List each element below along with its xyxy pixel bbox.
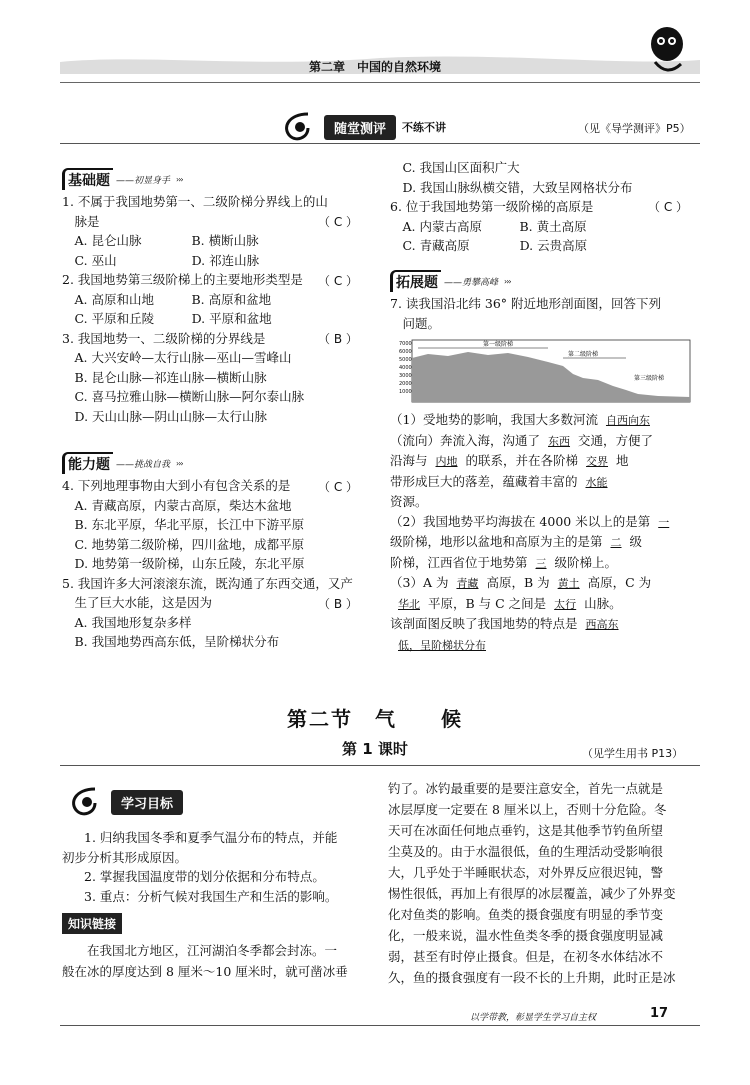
question-line: 问题。 bbox=[390, 315, 441, 331]
paragraph-line: 钓了。冰钓最重要的是要注意安全，首先一点就是 bbox=[388, 781, 664, 796]
text: 级阶梯上。 bbox=[554, 554, 618, 570]
step-label: 第三级阶梯 bbox=[634, 375, 665, 382]
step-label: 第一级阶梯 bbox=[483, 341, 514, 348]
extend-label: 拓展题 bbox=[390, 270, 441, 292]
question-line: A. 我国地形复杂多样 bbox=[62, 614, 192, 630]
question-line: A. 昆仑山脉 B. 横断山脉 bbox=[62, 233, 259, 248]
goals-list bbox=[62, 828, 362, 906]
text: （1）受地势的影响，我国大多数河流 bbox=[390, 412, 598, 427]
ability-label: 能力题 bbox=[62, 452, 113, 474]
swirl-icon bbox=[65, 785, 105, 819]
question-line: C. 喜马拉雅山脉—横断山脉—阿尔泰山脉 bbox=[62, 389, 305, 404]
arrows-icon: ››› bbox=[176, 174, 183, 184]
swirl-icon bbox=[278, 110, 318, 144]
paragraph-line: 惕性很低，再加上有很厚的冰层覆盖，减少了外界变 bbox=[388, 886, 676, 901]
text: （流向）奔流入海，沟通了 bbox=[390, 432, 541, 448]
paragraph-line: 化，一般来说，温水性鱼类冬季的摄食强度明显减 bbox=[388, 928, 664, 943]
question-line: A. 大兴安岭—太行山脉—巫山—雪峰山 bbox=[62, 350, 292, 365]
fill-answer: 西高东 bbox=[585, 618, 619, 631]
knowledge-label: 知识链接 bbox=[62, 913, 122, 934]
question-line: C. 地势第二级阶梯，四川盆地，成都平原 bbox=[62, 536, 305, 552]
question-line: 生了巨大水能，这是因为 bbox=[62, 595, 213, 610]
question-line: 2. 我国地势第三级阶梯上的主要地形类型是 bbox=[62, 272, 303, 287]
paragraph-line: 天可在冰面任何地点垂钓，这是其他季节钓鱼所望 bbox=[388, 823, 664, 838]
y-tick: 6000 bbox=[399, 349, 412, 355]
ice-fishing-paragraph bbox=[388, 778, 700, 988]
q7-line bbox=[390, 410, 700, 431]
question-line: 1. 不属于我国地势第一、二级阶梯分界线上的山 bbox=[62, 194, 328, 209]
fill-answer: 太行 bbox=[554, 597, 577, 611]
fill-answer: 自西向东 bbox=[605, 414, 650, 427]
text: 该剖面图反映了我国地势的特点是 bbox=[390, 616, 578, 631]
footer-divider bbox=[60, 1025, 700, 1026]
paragraph-line: 大，几乎处于半睡眠状态，对外界反应很迟钝，警 bbox=[388, 865, 664, 880]
text: 的联系，并在各阶梯 bbox=[465, 453, 579, 468]
basic-section-label bbox=[62, 168, 183, 190]
q7-line bbox=[390, 614, 700, 635]
basic-label: 基础题 bbox=[62, 168, 113, 190]
question-line: D. 地势第一级阶梯，山东丘陵，东北平原 bbox=[62, 556, 305, 571]
paragraph-line: 般在冰的厚度达到 8 厘米～10 厘米时，就可凿冰垂 bbox=[62, 964, 348, 979]
text: 平原，B 与 C 之间是 bbox=[428, 595, 547, 611]
q7-line bbox=[390, 451, 700, 472]
y-tick: 3000 bbox=[399, 373, 412, 379]
question-line: 脉是 bbox=[62, 213, 100, 229]
goals-banner bbox=[65, 785, 183, 819]
text: 带形成巨大的落差，蕴藏着丰富的 bbox=[390, 473, 578, 489]
step-label: 第二级阶梯 bbox=[568, 351, 599, 358]
question-line: A. 青藏高原，内蒙古高原，柴达木盆地 bbox=[62, 497, 292, 513]
fill-answer: 三 bbox=[535, 556, 547, 570]
fill-answer: 青藏 bbox=[456, 577, 479, 590]
fill-answer: 交界 bbox=[586, 455, 609, 468]
goals-banner-title: 学习目标 bbox=[111, 790, 183, 815]
ability-questions bbox=[62, 476, 362, 652]
paragraph-line: 在我国北方地区，江河湖泊冬季都会封冻。一 bbox=[62, 943, 338, 958]
lesson-title: 第 1 课时 bbox=[342, 740, 408, 758]
text: 高原，B 为 bbox=[486, 575, 550, 590]
question-line: 7. 读我国沿北纬 36° 附近地形剖面图，回答下列 bbox=[390, 296, 662, 311]
chapter-header: 第二章 中国的自然环境 bbox=[308, 60, 441, 74]
fill-answer: 东西 bbox=[548, 434, 571, 448]
fill-answer: 低，呈阶梯状分布 bbox=[398, 638, 486, 652]
answer-q3: （ B ） bbox=[318, 332, 358, 346]
goal-item: 2. 掌握我国温度带的划分依据和分布特点。 bbox=[84, 869, 325, 884]
y-tick: 7000 bbox=[399, 341, 412, 347]
question-line: D. 我国山脉纵横交错，大致呈网格状分布 bbox=[390, 179, 633, 195]
question-line: D. 天山山脉—阴山山脉—太行山脉 bbox=[62, 408, 268, 424]
q7-line bbox=[390, 472, 700, 493]
question-line: C. 巫山 D. 祁连山脉 bbox=[62, 252, 260, 268]
q7-line bbox=[390, 492, 700, 512]
question-line: B. 我国地势西高东低，呈阶梯状分布 bbox=[62, 634, 280, 649]
question-line: B. 东北平原，华北平原，长江中下游平原 bbox=[62, 517, 305, 532]
question-line: A. 高原和山地 B. 高原和盆地 bbox=[62, 291, 272, 307]
y-tick: 1000 bbox=[399, 389, 412, 395]
paragraph-line: 久，鱼的摄食强度有一段不长的上升期，此时正是冰 bbox=[388, 970, 676, 985]
question-line: 4. 下列地理事物由大到小有包含关系的是 bbox=[62, 478, 291, 493]
basic-questions bbox=[62, 192, 362, 426]
q7-line bbox=[390, 553, 700, 574]
q7-answers bbox=[390, 410, 700, 655]
fill-answer: 二 bbox=[610, 536, 622, 549]
text: 山脉。 bbox=[584, 595, 622, 611]
section-divider bbox=[60, 765, 700, 766]
quiz-banner-tag: 不练不讲 bbox=[402, 121, 447, 134]
page-number: 17 bbox=[650, 1006, 669, 1021]
banner-divider bbox=[60, 143, 700, 144]
y-tick: 4000 bbox=[399, 365, 412, 371]
quiz-banner bbox=[278, 110, 446, 144]
y-tick: 2000 bbox=[399, 381, 412, 387]
quiz-reference: （见《导学测评》P5） bbox=[578, 122, 691, 135]
answer-q5: （ B ） bbox=[318, 597, 358, 611]
paragraph-line: 化对鱼类的影响。鱼类的摄食强度有明显的季节变 bbox=[388, 907, 664, 922]
header-divider bbox=[60, 82, 700, 83]
q7-stem bbox=[390, 294, 700, 333]
text: （2）我国地势平均海拔在 4000 米以上的是第 bbox=[390, 513, 651, 529]
text: 高原，C 为 bbox=[587, 575, 652, 590]
ability-sub: ——挑战自我 bbox=[116, 459, 171, 470]
q7-line bbox=[390, 431, 700, 452]
knowledge-text bbox=[62, 940, 362, 982]
fill-answer: 一 bbox=[658, 515, 670, 529]
y-tick: 5000 bbox=[399, 357, 412, 363]
mascot-logo-icon bbox=[645, 22, 690, 77]
basic-sub: ——初显身手 bbox=[116, 175, 171, 186]
fill-answer: 水能 bbox=[585, 475, 608, 489]
q7-line bbox=[390, 512, 700, 533]
paragraph-line: 冰层厚度一定要在 8 厘米以上，否则十分危险。冬 bbox=[388, 802, 667, 817]
extend-section-label bbox=[390, 270, 511, 292]
q7-line bbox=[390, 594, 700, 615]
paragraph-line: 弱，甚至有时停止摄食。但是，在初冬水体结冰不 bbox=[388, 949, 664, 964]
question-line: C. 平原和丘陵 D. 平原和盆地 bbox=[62, 311, 272, 326]
answer-q2: （ C ） bbox=[318, 274, 359, 288]
terrain-profile-diagram bbox=[398, 336, 693, 406]
fill-answer: 华北 bbox=[398, 597, 420, 611]
question-line: C. 青藏高原 D. 云贵高原 bbox=[390, 238, 588, 253]
question-line: C. 我国山区面积广大 bbox=[390, 160, 520, 175]
question-line: 3. 我国地势一、二级阶梯的分界线是 bbox=[62, 330, 266, 346]
text: 沿海与 bbox=[390, 453, 428, 468]
paragraph-line: 尘莫及的。由于水温很低，鱼的生理活动受影响很 bbox=[388, 844, 664, 859]
arrows-icon: ››› bbox=[504, 276, 511, 286]
q7-line bbox=[390, 573, 700, 594]
fill-answer: 黄土 bbox=[557, 577, 580, 590]
knowledge-link-label bbox=[62, 913, 122, 934]
text: 级 bbox=[629, 534, 643, 549]
question-line: 6. 位于我国地势第一级阶梯的高原是 bbox=[390, 199, 594, 214]
arrows-icon: ››› bbox=[176, 458, 183, 468]
text: 资源。 bbox=[390, 494, 428, 509]
section-title: 第二节 气 候 bbox=[287, 707, 463, 731]
quiz-banner-title: 随堂测评 bbox=[324, 115, 396, 140]
answer-q1: （ C ） bbox=[318, 215, 359, 229]
lesson-reference: （见学生用书 P13） bbox=[582, 747, 684, 760]
ability-section-label bbox=[62, 452, 183, 474]
q7-line bbox=[390, 635, 700, 656]
text: 级阶梯，地形以盆地和高原为主的是第 bbox=[390, 534, 603, 549]
q7-line bbox=[390, 532, 700, 553]
question-line: 5. 我国许多大河滚滚东流，既沟通了东西交通，又产 bbox=[62, 575, 353, 591]
answer-q4: （ C ） bbox=[318, 480, 359, 494]
text: 阶梯，江西省位于地势第 bbox=[390, 554, 528, 570]
text: 交通，方便了 bbox=[578, 432, 654, 448]
goal-item: 初步分析其形成原因。 bbox=[62, 849, 188, 865]
answer-q6: （ C ） bbox=[648, 200, 689, 214]
question-line: B. 昆仑山脉—祁连山脉—横断山脉 bbox=[62, 369, 267, 385]
text: （3）A 为 bbox=[390, 575, 449, 590]
extend-sub: ——勇攀高峰 bbox=[444, 277, 499, 288]
text: 地 bbox=[616, 453, 629, 468]
footer-slogan: 以学带教，彰显学生学习自主权 bbox=[470, 1013, 597, 1023]
goal-item: 3. 重点：分析气候对我国生产和生活的影响。 bbox=[84, 888, 338, 904]
goal-item: 1. 归纳我国冬季和夏季气温分布的特点，并能 bbox=[84, 830, 338, 845]
fill-answer: 内地 bbox=[435, 455, 458, 468]
question-line: A. 内蒙古高原 B. 黄土高原 bbox=[390, 218, 587, 234]
